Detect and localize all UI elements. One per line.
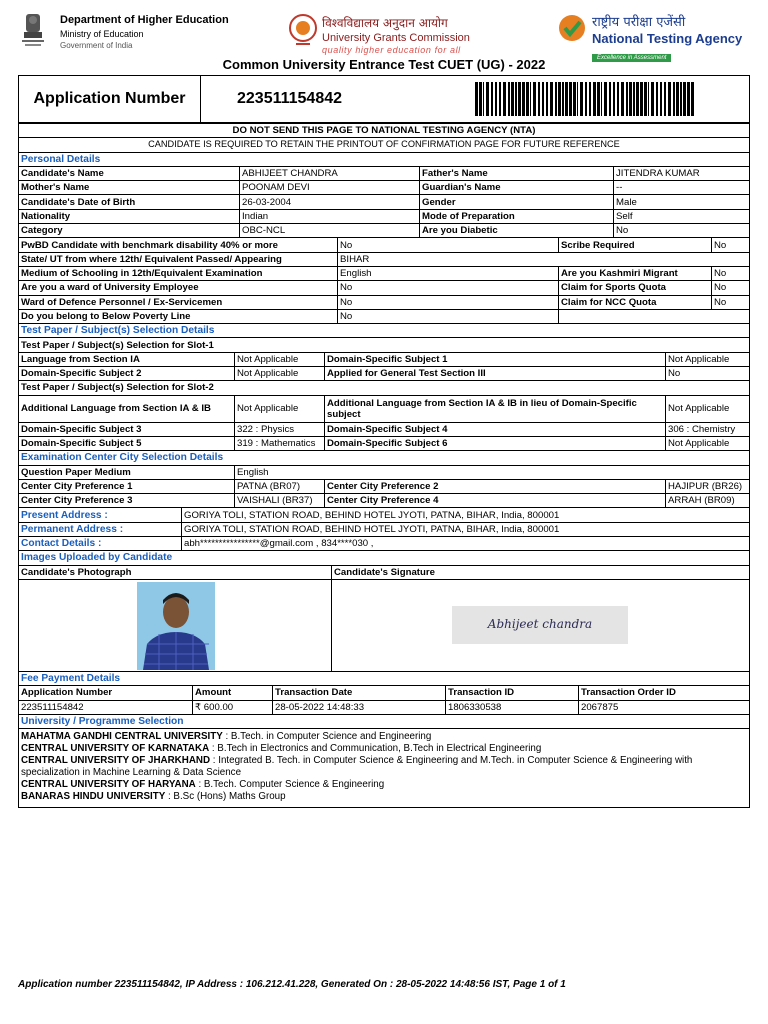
field-label: Medium of Schooling in 12th/Equivalent Examination (19, 267, 338, 280)
notice-line2: CANDIDATE IS REQUIRED TO RETAIN THE PRINTOUT OF CONFIRMATION PAGE FOR FUTURE REFERENCE (148, 139, 620, 150)
field-value: JITENDRA KUMAR (616, 168, 700, 180)
field-value: Not Applicable (668, 403, 730, 415)
field-label: PwBD Candidate with benchmark disability 40% or more (19, 238, 338, 251)
field-label: Additional Language from Section IA & IB (19, 396, 235, 422)
table-row (19, 494, 749, 508)
field-value: PATNA (BR07) (235, 480, 325, 493)
programme-name: : B.Tech. Computer Science & Engineering (195, 779, 385, 791)
field-label: Category (19, 224, 240, 237)
field-value: No (616, 225, 629, 237)
table-row (19, 423, 749, 437)
field-value: No (338, 238, 559, 251)
barcode-icon (475, 82, 697, 116)
field-label: Center City Preference 2 (325, 480, 666, 493)
university-name: CENTRAL UNIVERSITY OF KARNATAKA (21, 743, 210, 755)
field-value: No (338, 310, 559, 323)
field-label: Are you Kashmiri Migrant (559, 267, 712, 280)
table-row (19, 396, 749, 423)
table-row (19, 508, 749, 522)
table-row (19, 253, 749, 267)
national-emblem-icon (18, 10, 48, 50)
permanent-address-value: GORIYA TOLI, STATION ROAD, BEHIND HOTEL JYOTI, PATNA, BIHAR, India, 800001 (184, 523, 560, 535)
field-value: OBC-NCL (240, 224, 420, 237)
images-row (19, 580, 749, 672)
field-label: Domain-Specific Subject 3 (19, 423, 235, 436)
list-item (21, 791, 747, 803)
field-label: Mode of Preparation (420, 210, 614, 223)
university-title: University / Programme Selection (21, 715, 184, 727)
university-name: MAHATMA GANDHI CENTRAL UNIVERSITY (21, 731, 223, 743)
table-cell: 1806330538 (446, 701, 579, 714)
field-label: Center City Preference 4 (325, 494, 666, 507)
present-address-value: GORIYA TOLI, STATION ROAD, BEHIND HOTEL JYOTI, PATNA, BIHAR, India, 800001 (184, 509, 560, 521)
field-value: Self (616, 210, 633, 222)
field-value: Not Applicable (235, 367, 325, 380)
field-label: Domain-Specific Subject 6 (325, 437, 666, 450)
table-row (19, 437, 749, 451)
field-label: State/ UT from where 12th/ Equivalent Passed/ Appearing (19, 253, 338, 266)
table-row (19, 338, 749, 352)
contact-details-value: abh****************@gmail.com , 834****030 , (184, 538, 374, 550)
field-label: Are you Diabetic (420, 224, 614, 237)
nta-tagline: Excellence in Assessment (592, 54, 671, 62)
field-label: Guardian's Name (420, 181, 614, 194)
field-label: Do you belong to Below Poverty Line (19, 310, 338, 323)
fee-title: Fee Payment Details (21, 673, 121, 685)
table-cell: 2067875 (581, 701, 619, 713)
personal-details-title: Personal Details (21, 153, 101, 165)
field-label: Nationality (19, 210, 240, 223)
field-label: Candidate's Name (19, 167, 240, 180)
list-item (21, 755, 747, 779)
university-name: BANARAS HINDU UNIVERSITY (21, 791, 166, 803)
field-label: Domain-Specific Subject 5 (19, 437, 235, 450)
application-number-value: 223511154842 (237, 90, 343, 107)
ugc-english: University Grants Commission (322, 32, 470, 44)
exam-center-title: Examination Center City Selection Details (21, 452, 224, 464)
table-row (19, 566, 749, 580)
field-value: No (668, 368, 681, 380)
notice-row (19, 138, 749, 152)
field-value: Indian (240, 210, 420, 223)
table-cell: 28-05-2022 14:48:33 (273, 701, 446, 714)
university-list-row (19, 729, 749, 807)
section-header (19, 153, 749, 167)
ugc-logo-icon (288, 10, 318, 50)
table-row (19, 224, 749, 238)
table-row (19, 296, 749, 310)
field-value: No (714, 296, 727, 308)
field-label: Question Paper Medium (19, 466, 235, 479)
field-value: Male (616, 196, 637, 208)
field-label: Father's Name (420, 167, 614, 180)
nta-hindi: राष्ट्रीय परीक्षा एजेंसी (592, 15, 686, 30)
section-header (19, 672, 749, 686)
section-header (19, 715, 749, 729)
test-paper-title: Test Paper / Subject(s) Selection Details (21, 325, 215, 337)
images-title: Images Uploaded by Candidate (21, 552, 173, 564)
ministry-block (60, 14, 229, 50)
field-label: Center City Preference 3 (19, 494, 235, 507)
field-label: Scribe Required (559, 238, 712, 251)
field-value: No (714, 268, 727, 280)
fee-header-row (19, 686, 749, 700)
table-row (19, 537, 749, 551)
photo-label: Candidate's Photograph (19, 566, 332, 579)
exam-title: Common University Entrance Test CUET (UG) - 2022 (222, 57, 546, 72)
university-name: CENTRAL UNIVERSITY OF HARYANA (21, 779, 196, 791)
field-label: Mother's Name (19, 181, 240, 194)
table-row (19, 210, 749, 224)
field-label: Applied for General Test Section III (325, 367, 666, 380)
university-list (19, 729, 749, 807)
column-header: Transaction Order ID (581, 687, 676, 699)
photo-cell (19, 580, 332, 671)
slot1-heading: Test Paper / Subject(s) Selection for Slot-1 (21, 339, 214, 351)
nta-logo-icon (558, 14, 586, 42)
field-value: Not Applicable (235, 396, 325, 422)
field-value: English (237, 466, 269, 478)
field-value: Not Applicable (668, 438, 730, 450)
nta-english: National Testing Agency (592, 31, 743, 46)
slot2-heading: Test Paper / Subject(s) Selection for Slot-2 (21, 382, 214, 394)
table-row (19, 367, 749, 381)
table-row (19, 480, 749, 494)
programme-name: : B.Tech in Electronics and Communication, B.Tech in Electrical Engineering (209, 743, 542, 755)
field-label: Claim for NCC Quota (559, 296, 712, 309)
table-row (19, 466, 749, 480)
table-row (19, 267, 749, 281)
field-value: 26-03-2004 (240, 195, 420, 208)
table-cell: ₹ 600.00 (193, 701, 273, 714)
field-label: Domain-Specific Subject 2 (19, 367, 235, 380)
field-label: Center City Preference 1 (19, 480, 235, 493)
field-label: Domain-Specific Subject 1 (325, 353, 666, 366)
section-header (19, 551, 749, 565)
field-label: Permanent Address : (19, 523, 182, 536)
application-number-label: Application Number (19, 76, 201, 122)
field-label: Ward of Defence Personnel / Ex-Servicemen (19, 296, 338, 309)
table-row (19, 310, 749, 324)
ministry-name: Ministry of Education (60, 29, 144, 39)
field-label: Additional Language from Section IA & IB in lieu of Domain-Specific subject (325, 396, 666, 422)
candidate-photo (137, 582, 215, 670)
field-label: Present Address : (19, 508, 182, 521)
column-header: Transaction ID (446, 686, 579, 699)
notice-row (19, 124, 749, 138)
section-header (19, 451, 749, 465)
field-label: Language from Section IA (19, 353, 235, 366)
field-value: No (714, 282, 727, 294)
programme-name: : Integrated B. Tech. in Computer Science & Engineering and M.Tech. in Computer Science & Engineering with specialization in Machine Learning & Data Science (21, 755, 693, 779)
candidate-signature: Abhijeet chandra (452, 606, 628, 644)
table-cell: 223511154842 (19, 701, 193, 714)
application-number-box (18, 75, 750, 123)
field-value: -- (616, 182, 623, 194)
table-row (19, 167, 749, 181)
field-value: HAJIPUR (BR26) (668, 480, 743, 492)
field-value: BIHAR (340, 253, 370, 265)
field-value: No (714, 239, 727, 251)
field-label: Domain-Specific Subject 4 (325, 423, 666, 436)
govt-name: Government of India (60, 41, 133, 50)
fee-data-row (19, 701, 749, 715)
university-name: CENTRAL UNIVERSITY OF JHARKHAND (21, 755, 211, 767)
ugc-hindi: विश्वविद्यालय अनुदान आयोग (322, 16, 448, 30)
column-header: Transaction Date (273, 686, 446, 699)
table-row (19, 238, 749, 252)
dept-title: Department of Higher Education (60, 14, 229, 26)
field-value: No (338, 296, 559, 309)
field-value: 306 : Chemistry (668, 423, 736, 435)
list-item (21, 779, 747, 791)
field-value: Not Applicable (668, 353, 730, 365)
column-header: Application Number (19, 686, 193, 699)
ugc-tagline: quality higher education for all (322, 45, 461, 55)
list-item (21, 731, 747, 743)
barcode (447, 76, 749, 122)
page-header (18, 8, 750, 61)
field-label: Claim for Sports Quota (559, 281, 712, 294)
field-value: POONAM DEVI (240, 181, 420, 194)
empty-cell (559, 310, 749, 323)
field-label: Contact Details : (19, 537, 182, 550)
table-row (19, 195, 749, 209)
field-value: Not Applicable (235, 353, 325, 366)
ugc-block (322, 14, 470, 55)
column-header: Amount (193, 686, 273, 699)
table-row (19, 353, 749, 367)
list-item (21, 743, 747, 755)
field-value: VAISHALI (BR37) (235, 494, 325, 507)
table-row (19, 181, 749, 195)
signature-label: Candidate's Signature (334, 566, 435, 578)
field-value: English (338, 267, 559, 280)
programme-name: : B.Tech. in Computer Science and Engineering (222, 731, 432, 743)
field-label: Candidate's Date of Birth (19, 195, 240, 208)
table-row (19, 523, 749, 537)
section-header (19, 324, 749, 338)
field-value: No (338, 281, 559, 294)
field-value: 322 : Physics (235, 423, 325, 436)
confirmation-sheet (18, 123, 750, 808)
programme-name: : B.Sc (Hons) Maths Group (165, 791, 286, 803)
field-value: 319 : Mathematics (235, 437, 325, 450)
field-label: Are you a ward of University Employee (19, 281, 338, 294)
signature-cell (332, 580, 749, 671)
field-label: Gender (420, 195, 614, 208)
page-footer: Application number 223511154842, IP Address : 106.212.41.228, Generated On : 28-05-2022 14:48:56 IST, Page 1 of 1 (18, 979, 566, 990)
table-row (19, 381, 749, 395)
notice-line1: DO NOT SEND THIS PAGE TO NATIONAL TESTING AGENCY (NTA) (232, 125, 536, 137)
table-row (19, 281, 749, 295)
field-value: ABHIJEET CHANDRA (240, 167, 420, 180)
field-value: ARRAH (BR09) (668, 495, 735, 507)
